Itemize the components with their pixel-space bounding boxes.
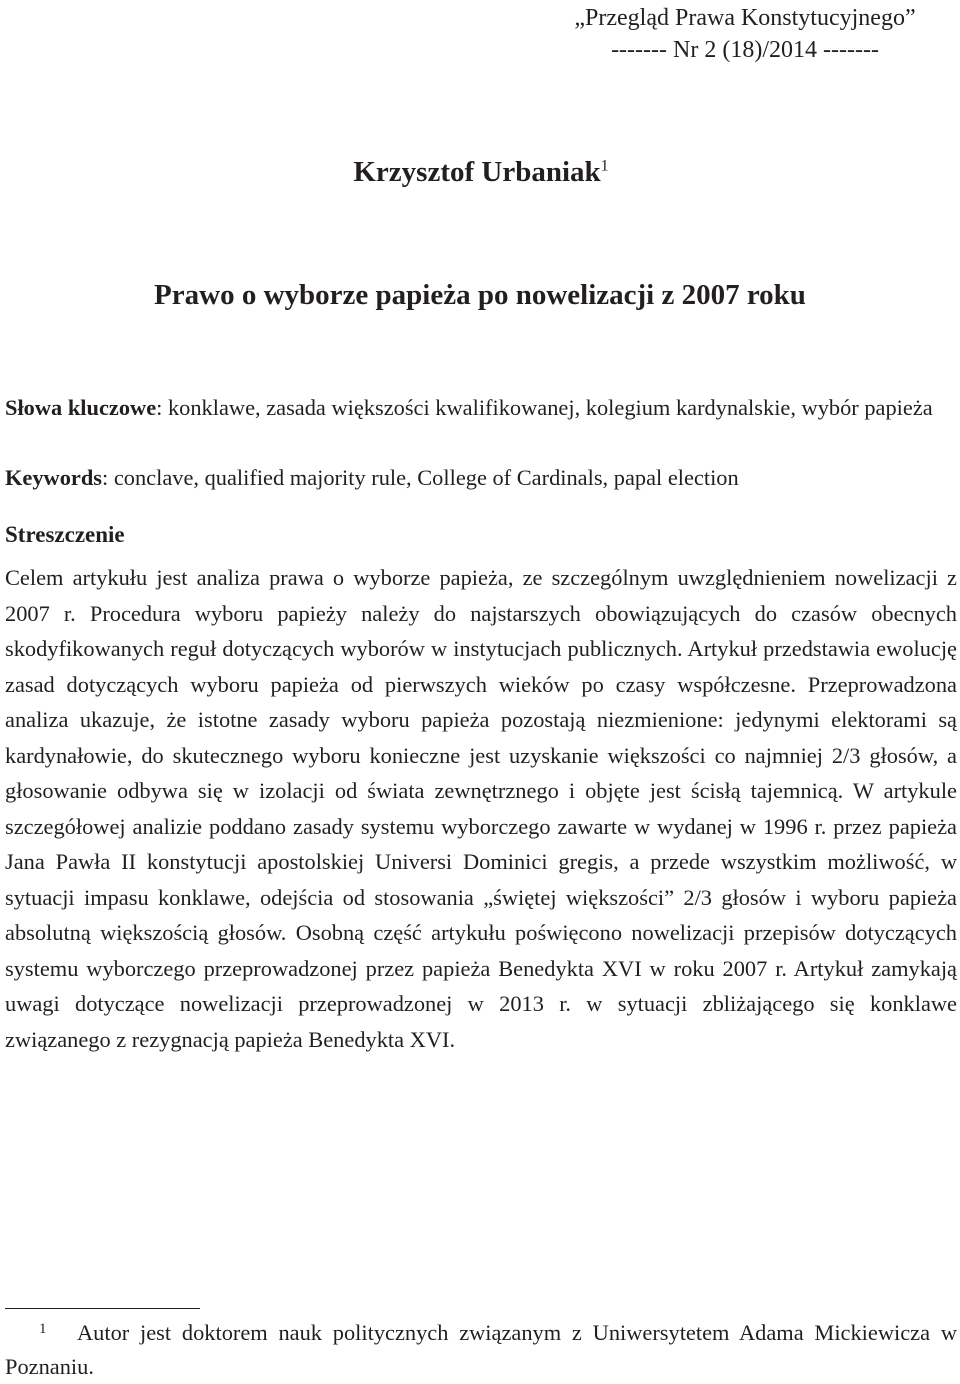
article-title: Prawo o wyborze papieża po nowelizacji z 2007 roku (154, 279, 806, 311)
footnote-text: Autor jest doktorem nauk politycznych związanym z Uniwersytetem Adama Mickiewicza w Poznaniu. (5, 1320, 957, 1379)
keywords-polish-text: : konklawe, zasada większości kwalifikowanej, kolegium kardynalskie, wybór papieża (156, 395, 933, 420)
journal-header (560, 2, 930, 66)
footnote (5, 1316, 957, 1384)
keywords-english-label: Keywords (5, 465, 103, 490)
journal-issue: ------- Nr 2 (18)/2014 ------- (611, 37, 879, 63)
footnote-mark: 1 (39, 1321, 47, 1337)
journal-name: „Przegląd Prawa Konstytucyjnego” (574, 5, 916, 31)
keywords-english (5, 460, 955, 495)
abstract-text: Celem artykułu jest analiza prawa o wyborze papieża, ze szczególnym uwzględnieniem nowelizacji z 2007 r. Procedura wyboru papieży należy do najstarszych obowiązujących do czasów obecnych skodyfikowanych reguł dotyczących wyborów w instytucjach publicznych. Artykuł przedstawia ewolucję zasad dotyczących wyboru papieża od pierwszych wieków po czasy współczesne. Przeprowadzona analiza ukazuje, że istotne zasady wyboru papieża pozostają niezmienione: jedynymi elektorami są kardynałowie, do skutecznego wyboru konieczne jest uzyskanie większości co najmniej 2/3 głosów, a głosowanie odbywa się w izolacji od świata zewnętrznego i objęte jest ścisłą tajemnicą. W artykule szczegółowej analizie poddano zasady systemu wyborczego zawarte w wydanej w 1996 r. przez papieża Jana Pawła II konstytucji apostolskiej Universi Dominici gregis, a przede wszystkim możliwość, w sytuacji impasu konklawe, odejścia od stosowania „świętej większości” 2/3 głosów i wyboru papieża absolutną większością głosów. Osobną część artykułu poświęcono nowelizacji przepisów dotyczących systemu wyborczego przeprowadzonej przez papieża Benedykta XVI w roku 2007 r. Artykuł zamykają uwagi dotyczące nowelizacji przeprowadzonej w 2013 r. w sytuacji zbliżającego się konklawe związanego z rezygnacją papieża Benedykta XVI. (5, 565, 957, 1052)
keywords-polish-label: Słowa kluczowe (5, 395, 157, 420)
author-line (0, 152, 960, 192)
author-footnote-ref: 1 (600, 157, 609, 175)
keywords-english-text: : conclave, qualified majority rule, College of Cardinals, papal election (102, 465, 739, 490)
footnote-rule (5, 1308, 200, 1309)
abstract-heading: Streszczenie (5, 522, 125, 547)
keywords-polish (5, 390, 955, 425)
author-name: Krzysztof Urbaniak (353, 156, 601, 188)
